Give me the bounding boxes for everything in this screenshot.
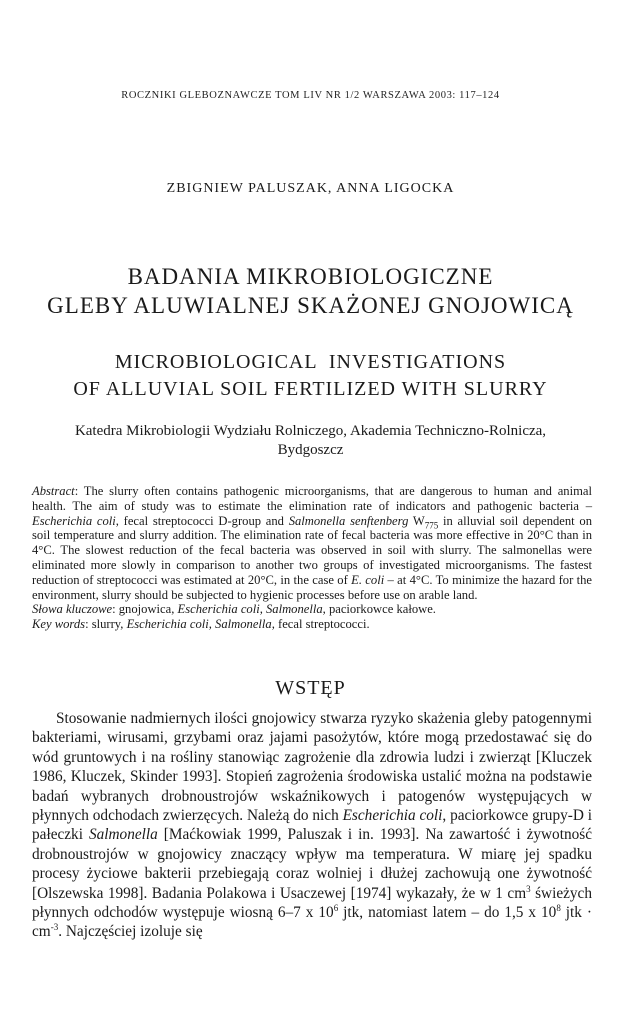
title-english-line-1: MICROBIOLOGICAL INVESTIGATIONS xyxy=(114,351,507,373)
body-paragraph xyxy=(32,709,592,942)
abstract-block xyxy=(32,484,592,632)
abstract-text: – at 4°C. To minimize the hazard for the environment, slurry should be subjected to hygienic processes before use on arable land. xyxy=(32,572,593,602)
title-polish-line-2: GLEBY ALUWIALNEJ SKAŻONEJ GNOJOWICĄ xyxy=(47,293,574,318)
body-text xyxy=(32,709,592,942)
body-text-run: świeżych płynnych odchodów występuje wiosną 6–7 x 10 xyxy=(32,884,592,922)
body-superscript: 3 xyxy=(526,883,531,894)
affiliation-line-2: Bydgoszcz xyxy=(277,442,344,458)
authors: ZBIGNIEW PALUSZAK, ANNA LIGOCKA xyxy=(166,181,455,196)
body-text-run: [Maćkowiak 1999, Paluszak i in. 1993]. Na zawartość i żywotność drobnoustrojów w gnojowicy znaczący wpływ ma temperatura. W miarę jej spadku procesy życiowe bakterii przebiegają coraz wolniej i dłużej zachowują one żywotność [Olszewska 1998]. Badania Polakowa i Usaczewej [1974] wykazały, że w 1 cm xyxy=(32,826,592,902)
section-title: WSTĘP xyxy=(275,677,346,699)
body-superscript: -3 xyxy=(50,922,59,933)
affiliation xyxy=(40,422,581,460)
abstract-italic: Escherichia coli xyxy=(32,513,116,528)
abstract-text: W xyxy=(408,513,425,528)
keywords-english xyxy=(32,617,592,632)
keywords-italic: Escherichia coli, Salmonella, xyxy=(126,617,275,632)
keywords-text: : gnojowica, xyxy=(112,602,178,617)
body-superscript: 6 xyxy=(333,902,339,913)
affiliation-line-1: Katedra Mikrobiologii Wydziału Rolniczego, Akademia Techniczno-Rolnicza, xyxy=(74,423,547,439)
abstract-text: in alluvial soil dependent on soil temperature and slurry addition. The elimination rate of fecal bacteria was more effective in 20°C than in 4°C. The slowest reduction of the fecal bacteria was observed in soil with slurry. The salmonellas were eliminated more slowly in comparison to another two groups of investigated microorganisms. The fastest reduction of streptococci was estimated at 20°C, in the case of xyxy=(32,513,592,587)
keywords-polish-label: Słowa kluczowe xyxy=(32,602,113,617)
title-english xyxy=(0,349,621,403)
abstract-italic: E. coli xyxy=(351,572,385,587)
body-text-run: . Najczęściej izoluje się xyxy=(58,923,203,941)
body-text-run: , paciorkowce grupy-D i pałeczki xyxy=(32,807,592,844)
body-italic: Salmonella xyxy=(88,826,158,844)
abstract-subscript: 775 xyxy=(424,520,439,531)
title-english-line-2: OF ALLUVIAL SOIL FERTILIZED WITH SLURRY xyxy=(73,378,548,400)
abstract-label: Abstract xyxy=(32,484,75,498)
keywords-text: : slurry, xyxy=(85,617,127,632)
keywords-italic: Escherichia coli, Salmonella, xyxy=(177,602,326,617)
body-italic: Escherichia coli xyxy=(342,807,443,825)
body-text-run: jtk · cm xyxy=(32,904,592,941)
title-polish xyxy=(0,262,621,320)
abstract-text: , fecal streptococci D-group and xyxy=(115,513,289,528)
keywords-text: paciorkowce kałowe. xyxy=(325,602,436,617)
keywords-polish xyxy=(32,602,592,617)
body-text-run: Stosowanie nadmiernych ilości gnojowicy stwarza ryzyko skażenia gleby patogennymi bakteriami, wirusami, grzybami oraz jajami pasożytów, które mogą przedostawać się do wód gruntowych i na rośliny stanowiąc zagrożenie dla zdrowia ludzi i zwierząt [Kluczek 1986, Kluczek, Skinder 1993]. Stopień zagrożenia środowiska ustalić można na podstawie badań wybranych drobnoustrojów wskaźnikowych i patogenów występujących w płynnych odchodach zwierzęcych. Należą do nich xyxy=(32,710,592,825)
abstract xyxy=(32,484,592,602)
body-text-run: jtk, natomiast latem – do 1,5 x 10 xyxy=(338,904,557,922)
title-polish-line-1: BADANIA MIKROBIOLOGICZNE xyxy=(127,264,494,289)
body-superscript: 8 xyxy=(556,902,561,913)
keywords-text: fecal streptococci. xyxy=(274,617,370,632)
abstract-italic: Salmonella senftenberg xyxy=(288,513,409,528)
keywords-english-label: Key words xyxy=(32,617,86,632)
journal-header: ROCZNIKI GLEBOZNAWCZE TOM LIV NR 1/2 WARSZAWA 2003: 117–124 xyxy=(121,90,500,101)
abstract-text: : The slurry often contains pathogenic microorganisms, that are dangerous to human and animal health. The aim of study was to estimate the elimination rate of indicators and pathogenic bacteria – xyxy=(32,484,592,513)
